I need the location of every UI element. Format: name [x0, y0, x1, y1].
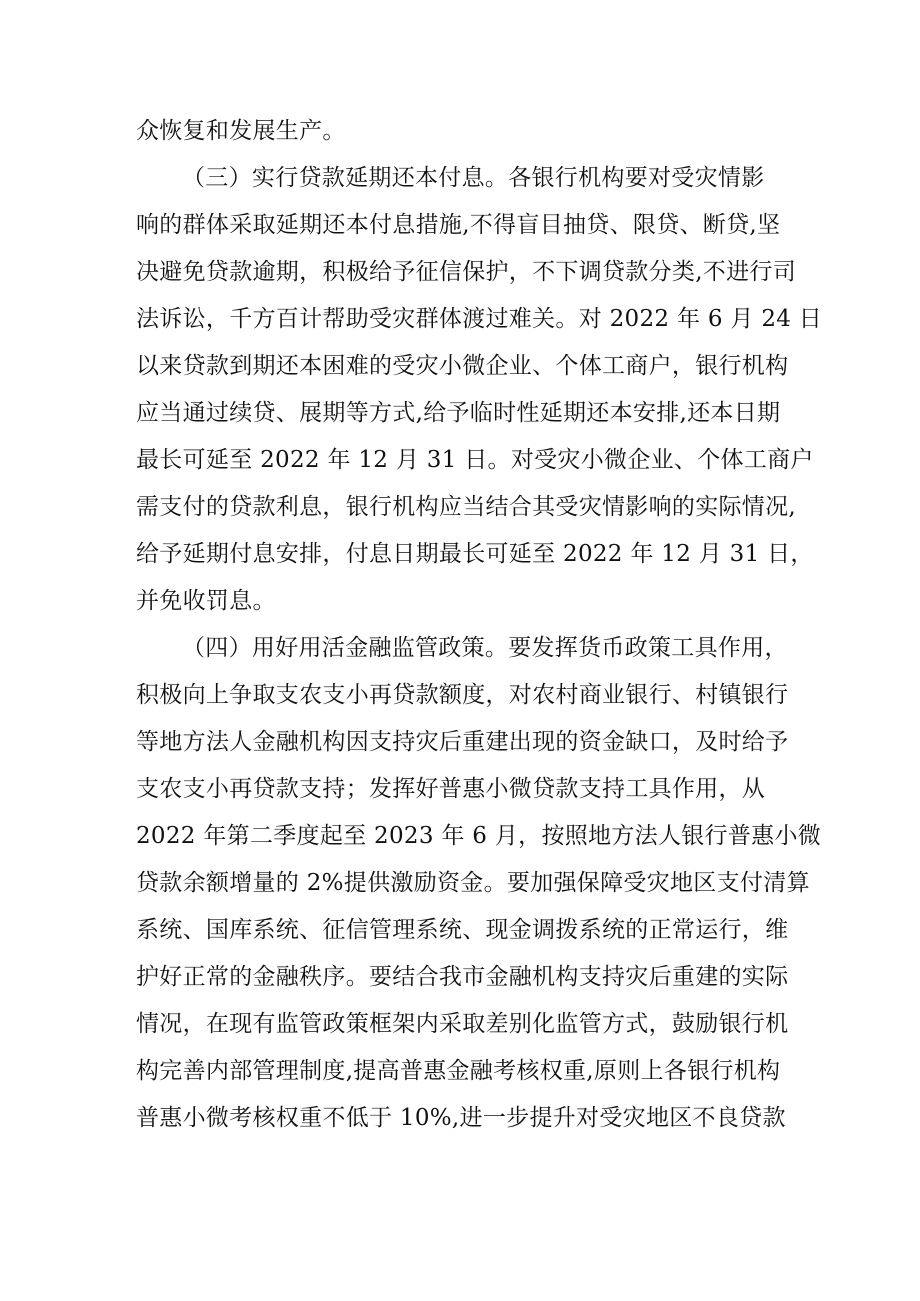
text-line: 积极向上争取支农支小再贷款额度，对农村商业银行、村镇银行 [136, 682, 789, 708]
text-line: 以来贷款到期还本困难的受灾小微企业、个体工商户，银行机构 [136, 353, 789, 379]
body-text [136, 108, 823, 1142]
text-line: 决避免贷款逾期，积极给予征信保护，不下调贷款分类,不进行司 [136, 259, 797, 285]
text-line: 最长可延至 2022 年 12 月 31 日。对受灾小微企业、个体工商户 [136, 447, 814, 473]
text-line: 需支付的贷款利息，银行机构应当结合其受灾情影响的实际情况, [136, 494, 797, 520]
text-line: 情况，在现有监管政策框架内采取差别化监管方式，鼓励银行机 [136, 1011, 789, 1037]
text-line: 并免收罚息。 [136, 588, 276, 614]
text-line: 普惠小微考核权重不低于 10%,进一步提升对受灾地区不良贷款 [136, 1105, 786, 1131]
text-line: 2022 年第二季度起至 2023 年 6 月，按照地方法人银行普惠小微 [136, 823, 822, 849]
text-line: 等地方法人金融机构因支持灾后重建出现的资金缺口，及时给予 [136, 729, 789, 755]
text-line: 系统、国库系统、征信管理系统、现金调拨系统的正常运行，维 [136, 917, 789, 943]
text-line: 给予延期付息安排，付息日期最长可延至 2022 年 12 月 31 日， [136, 541, 814, 567]
text-line: 法诉讼，千方百计帮助受灾群体渡过难关。对 2022 年 6 月 24 日 [136, 306, 823, 332]
text-line: 构完善内部管理制度,提高普惠金融考核权重,原则上各银行机构 [136, 1058, 781, 1084]
section-4-heading-line: （四）用好用活金融监管政策。要发挥货币政策工具作用， [182, 635, 788, 661]
section-3-heading-line: （三）实行贷款延期还本付息。各银行机构要对受灾情影 [182, 165, 765, 191]
text-line: 应当通过续贷、展期等方式,给予临时性延期还本安排,还本日期 [136, 400, 781, 426]
text-line: 贷款余额增量的 2%提供激励资金。要加强保障受灾地区支付清算 [136, 870, 810, 896]
text-line: 支农支小再贷款支持；发挥好普惠小微贷款支持工具作用，从 [136, 776, 766, 802]
text-line: 响的群体采取延期还本付息措施,不得盲目抽贷、限贷、断贷,坚 [136, 212, 781, 238]
text-line: 众恢复和发展生产。 [136, 118, 346, 144]
text-line: 护好正常的金融秩序。要结合我市金融机构支持灾后重建的实际 [136, 964, 789, 990]
